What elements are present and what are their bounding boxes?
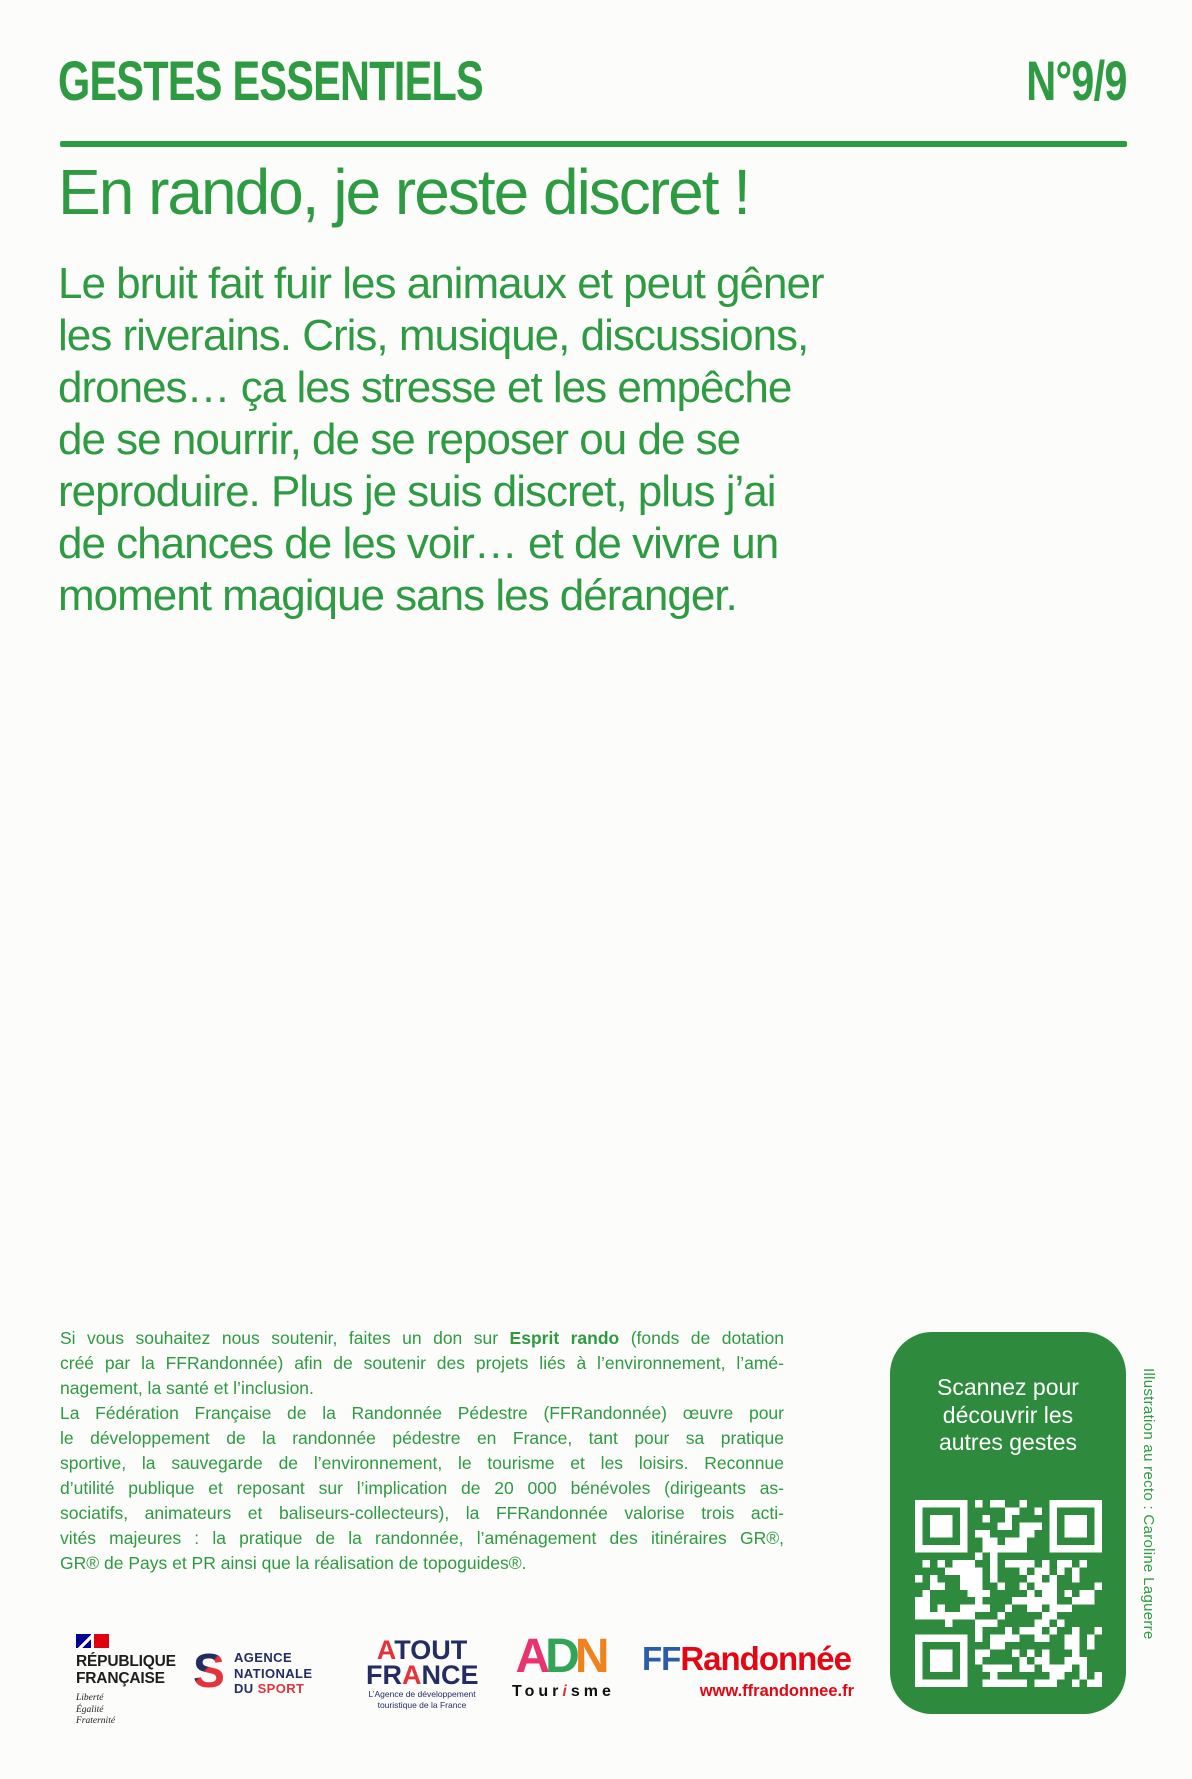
fine-print-line: vités majeures : la pratique de la randonnée, l’aménagement des itinéraires GR®, (60, 1528, 784, 1548)
ans-line: NATIONALE (234, 1665, 313, 1681)
ans-line: AGENCE (234, 1650, 293, 1665)
logo-ffrandonnee (642, 1642, 854, 1701)
fine-print-line (60, 1326, 784, 1351)
flag-red-block (94, 1634, 109, 1648)
esprit-rando-bold: Esprit rando (509, 1328, 620, 1348)
fine-print-line: créé par la FFRandonnée) afin de soutenir des projets liés à l’environnement, l’amé- (60, 1353, 784, 1373)
ans-text (234, 1650, 312, 1697)
body-line: drones… ça les stresse et les empêche (58, 363, 792, 412)
motto-line: Fraternité (76, 1716, 116, 1726)
atout-subtitle: touristique de la France (377, 1700, 467, 1710)
fine-print-line: GR® de Pays et PR ainsi que la réalisation de topoguides®. (60, 1553, 527, 1573)
body-copy (58, 258, 1058, 622)
ffrandonnee-url: www.ffrandonnee.fr (699, 1682, 854, 1700)
logo-atout-france (366, 1635, 479, 1710)
walking-person-icon (853, 1642, 854, 1676)
body-line: les riverains. Cris, musique, discussions, (58, 311, 809, 360)
atout-letter: A (376, 1635, 395, 1665)
motto-line: Liberté (76, 1693, 104, 1703)
french-flag-icon (76, 1634, 179, 1648)
ffrandonnee-wordmark (642, 1642, 854, 1676)
logo-agence-nationale-du-sport (190, 1648, 312, 1697)
rf-name-line: FRANÇAISE (76, 1670, 165, 1687)
atout-letter: A (402, 1660, 422, 1690)
atout-letters: FR (366, 1660, 402, 1690)
fine-print-line: nagement, la santé et l’inclusion. (60, 1378, 314, 1398)
adn-letter-d: D (545, 1630, 575, 1683)
rf-motto (76, 1693, 179, 1728)
logo-republique-francaise (76, 1634, 179, 1728)
fine-print-line: sociatifs, animateurs et baliseurs-collecteurs), la FFRandonnée valorise trois acti- (60, 1503, 784, 1523)
ans-sport: SPORT (257, 1681, 305, 1696)
france-word (366, 1660, 479, 1690)
logo-adn-tourisme (512, 1630, 615, 1701)
fine-print (60, 1326, 784, 1576)
fine-print-line: La Fédération Française de la Randonnée Pédestre (FFRandonnée) œuvre pour (60, 1403, 784, 1423)
rf-name-line: RÉPUBLIQUE (76, 1653, 176, 1670)
fine-print-text: Si vous souhaitez nous soutenir, faites un don sur (60, 1328, 510, 1348)
header-issue-number: N°9/9 (1026, 49, 1127, 112)
body-line: de chances de les voir… et de vivre un (58, 519, 779, 568)
ffr-rando: Randonnée (680, 1640, 852, 1677)
header-brand: GESTES ESSENTIELS (58, 49, 483, 112)
fine-print-line: d’utilité publique et reposant sur l’implication de 20 000 bénévoles (dirigeants as- (60, 1478, 784, 1498)
scan-box (890, 1332, 1126, 1714)
ffr-ff: FF (642, 1640, 681, 1677)
body-line: reproduire. Plus je suis discret, plus j’ai (58, 467, 776, 516)
atout-subtitle: L’Agence de développement (368, 1689, 476, 1699)
flag-blue-block (76, 1634, 91, 1648)
adn-word-part: Tour (512, 1683, 563, 1700)
ans-du: DU (234, 1681, 254, 1696)
qr-code (915, 1500, 1102, 1687)
adn-letter-n: N (574, 1630, 605, 1683)
page-title: En rando, je reste discret ! (58, 156, 750, 228)
illustration-credit: Illustration au recto : Caroline Laguerre (1140, 1368, 1157, 1640)
adn-word-i: i (562, 1683, 571, 1700)
fine-print-text: (fonds de dotation (619, 1328, 785, 1348)
svg-text:S: S (193, 1648, 225, 1694)
ans-s-icon (190, 1648, 228, 1694)
adn-letter-a: A (515, 1630, 546, 1683)
ans-line (234, 1681, 312, 1697)
body-line: de se nourrir, de se reposer ou de se (58, 415, 741, 464)
adn-letters (512, 1630, 608, 1683)
motto-line: Égalité (76, 1704, 104, 1715)
body-line: moment magique sans les déranger. (58, 571, 737, 620)
atout-letters: TOUT (394, 1635, 468, 1665)
adn-tourisme-word (512, 1683, 615, 1701)
header-divider (60, 141, 1127, 147)
fine-print-line: le développement de la randonnée pédestre en France, tant pour sa pratique (60, 1428, 784, 1448)
fine-print-line: sportive, la sauvegarde de l’environnement, le tourisme et les loisirs. Reconnue (60, 1453, 784, 1473)
body-line: Le bruit fait fuir les animaux et peut gêner (58, 259, 824, 308)
adn-word-part: sme (570, 1683, 615, 1700)
atout-letters: NCE (421, 1660, 479, 1690)
scan-label: Scannez pour découvrir les autres gestes (937, 1374, 1079, 1455)
